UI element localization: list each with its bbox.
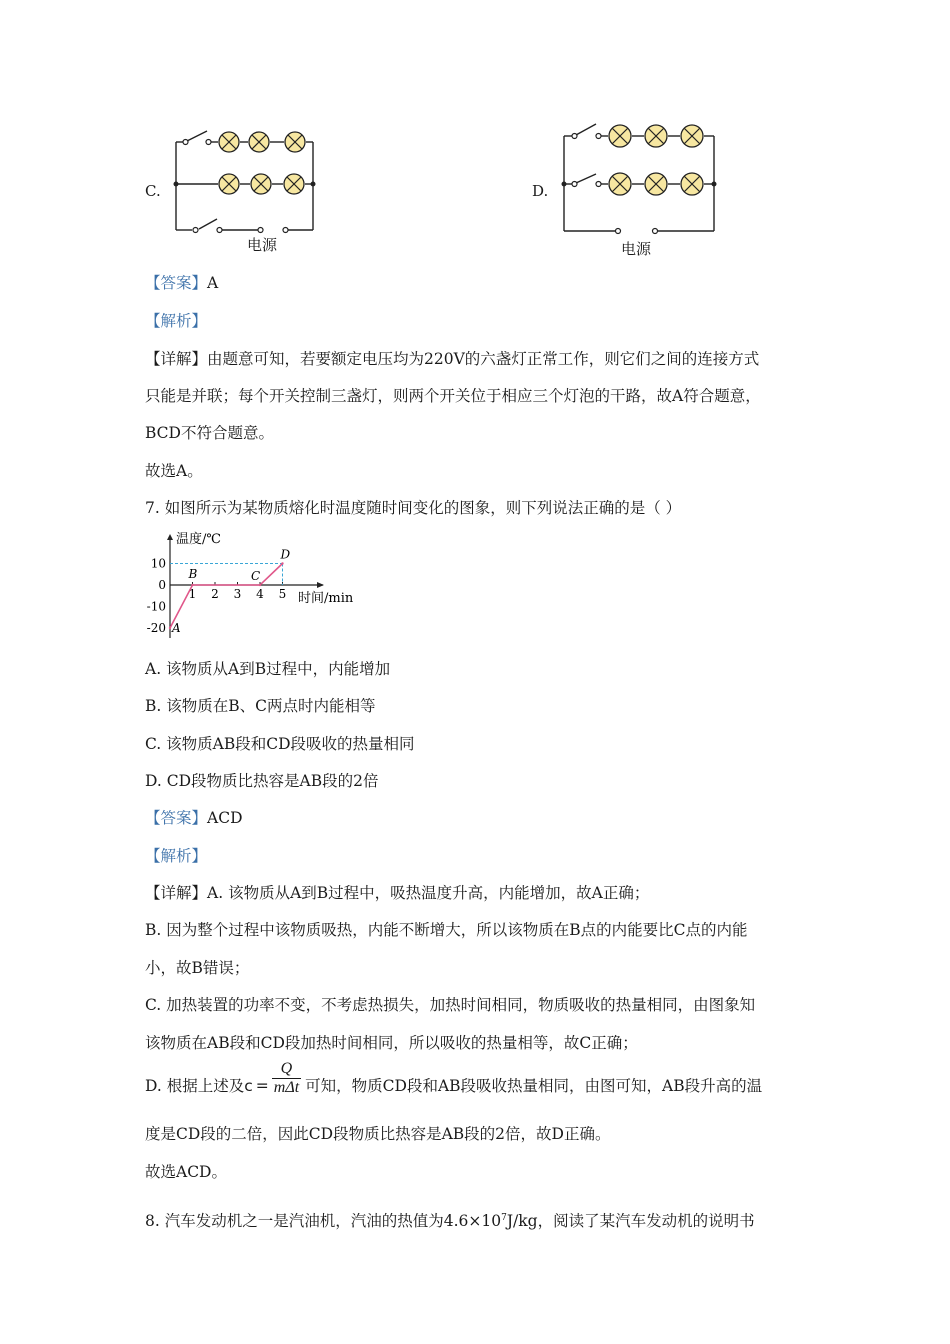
x-axis-arrow [317,582,324,588]
data-point [169,627,171,629]
q7-detail-line: 该物质在AB段和CD段加热时间相同，所以吸收的热量相等，故C正确； [145,1034,638,1052]
q7-option: B. 该物质在B、C两点时内能相等 [145,697,376,715]
data-point [191,584,193,586]
q7-answer [145,808,243,828]
q8-stem-post: J/kg，阅读了某汽车发动机的说明书 [506,1212,755,1231]
detail-tag: 【详解】 [145,350,208,368]
q8-stem [145,1208,755,1231]
formula-suffix: 可知，物质CD段和AB段吸收热量相同，由图可知，AB段升高的温 [305,1077,763,1095]
answer-tag: 【答案】 [145,809,208,827]
q7-detail-line: 度是CD段的二倍，因此CD段物质比热容是AB段的2倍，故D正确。 [145,1125,611,1143]
x-tick-label: 3 [233,587,242,601]
formula-eq: = [255,1077,269,1095]
q6-analysis-tag: 【解析】 [145,312,208,330]
y-tick-label: -20 [146,621,166,635]
x-tick-label: 1 [188,587,197,601]
point-label-d: D [280,547,291,562]
q7-stem: 7. 如图所示为某物质熔化时温度随时间变化的图象，则下列说法正确的是（ ） [145,499,682,517]
q6-detail-line [145,349,759,369]
q7-conclusion: 故选ACD。 [145,1163,227,1181]
formula-prefix: D. 根据上述及 [145,1077,245,1095]
q7-detail-line: C. 加热装置的功率不变，不考虑热损失，加热时间相同，物质吸收的热量相同，由图象知 [145,996,756,1014]
x-axis-label: 时间/min [298,591,354,606]
y-tick-label: -10 [146,599,166,614]
data-point [259,584,261,586]
q7-detail-line [145,883,649,903]
formula-c: c [244,1077,253,1095]
circuit-d-option-label: D. [532,182,549,200]
y-tick-label: 10 [150,556,166,571]
q6-detail-line: BCD不符合题意。 [145,424,274,442]
answer-value: A [207,274,219,292]
q8-stem-exp: 7 [501,1213,507,1223]
q7-detail-line: B. 因为整个过程中该物质吸热，内能不断增大，所以该物质在B点的内能要比C点的内能 [145,921,748,939]
q6-detail-line: 只能是并联；每个开关控制三盏灯，则两个开关位于相应三个灯泡的干路，故A符合题意， [145,387,761,405]
melting-curve [170,564,283,629]
formula-fraction [272,1060,301,1097]
q7-formula-line [145,1059,763,1097]
point-label-a: A [172,621,181,635]
detail-text: A. 该物质从A到B过程中，吸热温度升高，内能增加，故A正确； [207,884,650,902]
y-tick-label: 0 [158,578,166,592]
y-axis-label: 温度/℃ [176,532,221,547]
answer-tag: 【答案】 [145,274,208,292]
circuit-d-diagram [558,118,718,243]
x-tick-label: 5 [278,587,287,601]
detail-tag: 【详解】 [145,884,208,902]
formula-numerator: Q [272,1060,301,1079]
q7-detail-line: 小，故B错误； [145,959,250,977]
formula-denominator: mΔt [273,1078,300,1096]
answer-value: ACD [207,809,243,827]
q6-conclusion: 故选A。 [145,462,203,480]
q7-option: D. CD段物质比热容是AB段的2倍 [145,772,379,790]
circuit-c-source-label: 电源 [247,236,278,254]
circuit-c-option-label: C. [145,182,161,200]
x-tick-label: 2 [211,587,219,601]
circuit-d-source-label: 电源 [621,240,652,258]
point-label-c: C [251,569,261,583]
data-point [281,562,283,564]
point-label-b: B [188,567,198,581]
x-tick-label: 4 [256,587,264,601]
q7-option: A. 该物质从A到B过程中，内能增加 [145,660,391,678]
q7-option: C. 该物质AB段和CD段吸收的热量相同 [145,735,415,753]
y-axis-arrow [167,534,173,540]
melting-chart [140,526,380,644]
q7-analysis-tag: 【解析】 [145,847,208,865]
detail-text: 由题意可知，若要额定电压均为220V的六盏灯正常工作，则它们之间的连接方式 [207,350,760,368]
q6-answer [145,273,218,293]
q8-stem-pre: 8. 汽车发动机之一是汽油机，汽油的热值为4.6×10 [145,1212,502,1231]
